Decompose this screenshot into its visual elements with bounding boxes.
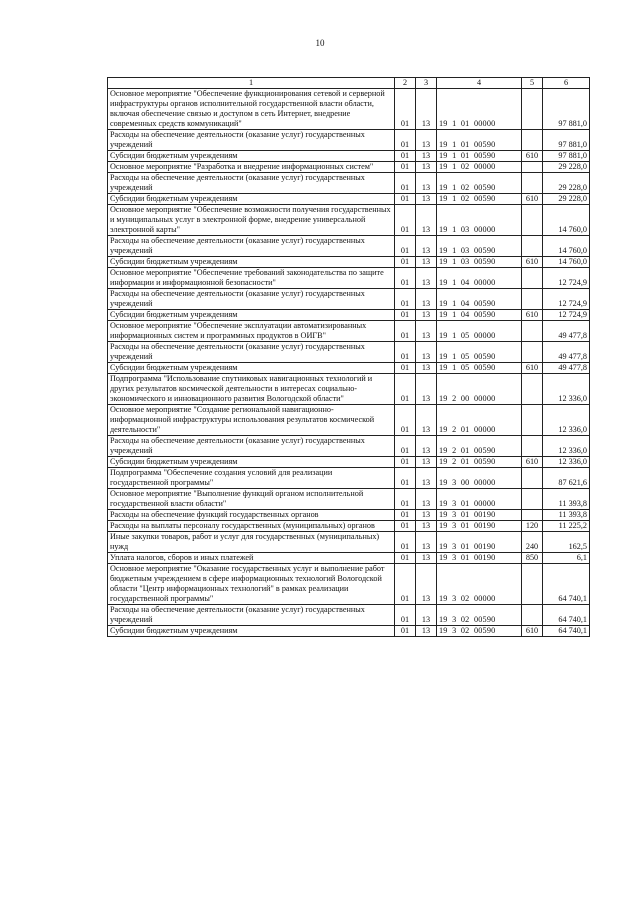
row-amount-cell: 12 336,0 bbox=[543, 405, 590, 436]
row-name-cell: Основное мероприятие "Обеспечение требований законодательства по защите информации и информационной безопасности" bbox=[108, 268, 395, 289]
row-section-cell: 01 bbox=[395, 468, 416, 489]
row-name-cell: Расходы на обеспечение деятельности (оказание услуг) государственных учреждений bbox=[108, 436, 395, 457]
table-row bbox=[108, 89, 590, 130]
row-subsection-cell: 13 bbox=[416, 510, 437, 521]
row-subsection-cell: 13 bbox=[416, 489, 437, 510]
row-name-cell: Иные закупки товаров, работ и услуг для государственных (муниципальных) нужд bbox=[108, 532, 395, 553]
row-section-cell: 01 bbox=[395, 151, 416, 162]
row-amount-cell: 97 881,0 bbox=[543, 151, 590, 162]
row-target-code-cell: 19 2 01 00590 bbox=[437, 457, 522, 468]
row-name-cell: Субсидии бюджетным учреждениям bbox=[108, 257, 395, 268]
row-subsection-cell: 13 bbox=[416, 553, 437, 564]
table-row bbox=[108, 489, 590, 510]
row-section-cell: 01 bbox=[395, 405, 416, 436]
row-amount-cell: 49 477,8 bbox=[543, 321, 590, 342]
row-name-cell: Субсидии бюджетным учреждениям bbox=[108, 194, 395, 205]
row-section-cell: 01 bbox=[395, 289, 416, 310]
row-section-cell: 01 bbox=[395, 457, 416, 468]
table-row bbox=[108, 268, 590, 289]
table-row bbox=[108, 173, 590, 194]
row-name-cell: Расходы на обеспечение деятельности (оказание услуг) государственных учреждений bbox=[108, 605, 395, 626]
row-amount-cell: 97 881,0 bbox=[543, 130, 590, 151]
row-subsection-cell: 13 bbox=[416, 162, 437, 173]
row-expense-type-cell: 610 bbox=[522, 310, 543, 321]
row-subsection-cell: 13 bbox=[416, 310, 437, 321]
row-section-cell: 01 bbox=[395, 130, 416, 151]
row-amount-cell: 6,1 bbox=[543, 553, 590, 564]
row-amount-cell: 12 724,9 bbox=[543, 289, 590, 310]
table-row bbox=[108, 374, 590, 405]
table-row bbox=[108, 532, 590, 553]
row-amount-cell: 14 760,0 bbox=[543, 236, 590, 257]
row-expense-type-cell bbox=[522, 510, 543, 521]
row-name-cell: Основное мероприятие "Обеспечение возможности получения государственных и муниципальных услуг в электронной форме, внедрение универсальной электронной карты" bbox=[108, 205, 395, 236]
row-expense-type-cell bbox=[522, 268, 543, 289]
row-name-cell: Расходы на обеспечение функций государственных органов bbox=[108, 510, 395, 521]
row-subsection-cell: 13 bbox=[416, 405, 437, 436]
row-section-cell: 01 bbox=[395, 626, 416, 637]
row-name-cell: Основное мероприятие "Оказание государственных услуг и выполнение работ бюджетным учреждением в сфере информационных технологий Вологодской области "Центр информационных технологий" в рамках реализации государственной программы" bbox=[108, 564, 395, 605]
row-name-cell: Уплата налогов, сборов и иных платежей bbox=[108, 553, 395, 564]
row-name-cell: Расходы на обеспечение деятельности (оказание услуг) государственных учреждений bbox=[108, 236, 395, 257]
row-target-code-cell: 19 3 00 00000 bbox=[437, 468, 522, 489]
row-name-cell: Основное мероприятие "Обеспечение эксплуатации автоматизированных информационных систем и программных продуктов в ОИГВ" bbox=[108, 321, 395, 342]
row-subsection-cell: 13 bbox=[416, 321, 437, 342]
row-section-cell: 01 bbox=[395, 363, 416, 374]
row-target-code-cell: 19 3 02 00590 bbox=[437, 605, 522, 626]
row-target-code-cell: 19 2 00 00000 bbox=[437, 374, 522, 405]
row-section-cell: 01 bbox=[395, 205, 416, 236]
row-subsection-cell: 13 bbox=[416, 626, 437, 637]
table-row bbox=[108, 342, 590, 363]
table-row bbox=[108, 162, 590, 173]
row-amount-cell: 162,5 bbox=[543, 532, 590, 553]
row-target-code-cell: 19 1 04 00000 bbox=[437, 268, 522, 289]
row-target-code-cell: 19 3 01 00190 bbox=[437, 553, 522, 564]
row-subsection-cell: 13 bbox=[416, 257, 437, 268]
row-section-cell: 01 bbox=[395, 521, 416, 532]
row-expense-type-cell: 610 bbox=[522, 457, 543, 468]
row-amount-cell: 12 336,0 bbox=[543, 457, 590, 468]
table-body bbox=[108, 78, 590, 637]
row-name-cell: Субсидии бюджетным учреждениям bbox=[108, 363, 395, 374]
row-subsection-cell: 13 bbox=[416, 289, 437, 310]
row-name-cell: Субсидии бюджетным учреждениям bbox=[108, 151, 395, 162]
table-row bbox=[108, 564, 590, 605]
row-subsection-cell: 13 bbox=[416, 532, 437, 553]
row-target-code-cell: 19 1 04 00590 bbox=[437, 310, 522, 321]
row-amount-cell: 14 760,0 bbox=[543, 257, 590, 268]
row-subsection-cell: 13 bbox=[416, 521, 437, 532]
header-cell-2: 2 bbox=[395, 78, 416, 89]
table-row bbox=[108, 405, 590, 436]
table-row bbox=[108, 605, 590, 626]
table-row bbox=[108, 310, 590, 321]
row-target-code-cell: 19 1 03 00590 bbox=[437, 236, 522, 257]
row-subsection-cell: 13 bbox=[416, 374, 437, 405]
row-expense-type-cell bbox=[522, 342, 543, 363]
table-row bbox=[108, 553, 590, 564]
table-row bbox=[108, 194, 590, 205]
table-row bbox=[108, 151, 590, 162]
table-row bbox=[108, 321, 590, 342]
row-target-code-cell: 19 1 02 00000 bbox=[437, 162, 522, 173]
row-expense-type-cell: 850 bbox=[522, 553, 543, 564]
row-section-cell: 01 bbox=[395, 89, 416, 130]
row-amount-cell: 12 724,9 bbox=[543, 268, 590, 289]
row-name-cell: Расходы на обеспечение деятельности (оказание услуг) государственных учреждений bbox=[108, 130, 395, 151]
row-name-cell: Расходы на выплаты персоналу государственных (муниципальных) органов bbox=[108, 521, 395, 532]
row-target-code-cell: 19 2 01 00590 bbox=[437, 436, 522, 457]
row-expense-type-cell bbox=[522, 605, 543, 626]
table-row bbox=[108, 236, 590, 257]
row-name-cell: Основное мероприятие "Разработка и внедрение информационных систем" bbox=[108, 162, 395, 173]
row-section-cell: 01 bbox=[395, 605, 416, 626]
table-row bbox=[108, 130, 590, 151]
row-amount-cell: 11 393,8 bbox=[543, 510, 590, 521]
row-amount-cell: 49 477,8 bbox=[543, 363, 590, 374]
row-target-code-cell: 19 3 01 00190 bbox=[437, 510, 522, 521]
table-row bbox=[108, 626, 590, 637]
row-target-code-cell: 19 3 02 00590 bbox=[437, 626, 522, 637]
row-expense-type-cell: 610 bbox=[522, 363, 543, 374]
row-subsection-cell: 13 bbox=[416, 436, 437, 457]
row-amount-cell: 49 477,8 bbox=[543, 342, 590, 363]
row-expense-type-cell: 610 bbox=[522, 194, 543, 205]
header-row bbox=[108, 78, 590, 89]
row-target-code-cell: 19 1 04 00590 bbox=[437, 289, 522, 310]
row-expense-type-cell bbox=[522, 205, 543, 236]
row-name-cell: Подпрограмма "Использование спутниковых навигационных технологий и других результатов космической деятельности в интересах социально-экономического и инновационного развития Вологодской области" bbox=[108, 374, 395, 405]
row-amount-cell: 87 621,6 bbox=[543, 468, 590, 489]
row-section-cell: 01 bbox=[395, 162, 416, 173]
row-amount-cell: 97 881,0 bbox=[543, 89, 590, 130]
row-expense-type-cell bbox=[522, 289, 543, 310]
budget-table bbox=[107, 77, 590, 637]
row-section-cell: 01 bbox=[395, 436, 416, 457]
row-subsection-cell: 13 bbox=[416, 605, 437, 626]
row-section-cell: 01 bbox=[395, 236, 416, 257]
row-expense-type-cell bbox=[522, 405, 543, 436]
row-target-code-cell: 19 1 01 00000 bbox=[437, 89, 522, 130]
row-target-code-cell: 19 1 05 00590 bbox=[437, 363, 522, 374]
table-row bbox=[108, 257, 590, 268]
row-amount-cell: 64 740,1 bbox=[543, 605, 590, 626]
row-name-cell: Расходы на обеспечение деятельности (оказание услуг) государственных учреждений bbox=[108, 289, 395, 310]
row-target-code-cell: 19 1 02 00590 bbox=[437, 173, 522, 194]
row-subsection-cell: 13 bbox=[416, 468, 437, 489]
row-amount-cell: 11 225,2 bbox=[543, 521, 590, 532]
row-expense-type-cell: 610 bbox=[522, 151, 543, 162]
row-expense-type-cell bbox=[522, 89, 543, 130]
row-subsection-cell: 13 bbox=[416, 205, 437, 236]
row-subsection-cell: 13 bbox=[416, 89, 437, 130]
row-expense-type-cell bbox=[522, 236, 543, 257]
row-subsection-cell: 13 bbox=[416, 151, 437, 162]
row-expense-type-cell bbox=[522, 162, 543, 173]
row-section-cell: 01 bbox=[395, 489, 416, 510]
row-target-code-cell: 19 3 02 00000 bbox=[437, 564, 522, 605]
row-amount-cell: 12 336,0 bbox=[543, 436, 590, 457]
row-subsection-cell: 13 bbox=[416, 564, 437, 605]
row-expense-type-cell: 610 bbox=[522, 626, 543, 637]
row-name-cell: Подпрограмма "Обеспечение создания условий для реализации государственной программы" bbox=[108, 468, 395, 489]
header-cell-1: 1 bbox=[108, 78, 395, 89]
row-expense-type-cell: 610 bbox=[522, 257, 543, 268]
table-row bbox=[108, 468, 590, 489]
row-target-code-cell: 19 3 01 00000 bbox=[437, 489, 522, 510]
row-subsection-cell: 13 bbox=[416, 173, 437, 194]
row-target-code-cell: 19 1 03 00000 bbox=[437, 205, 522, 236]
row-target-code-cell: 19 1 01 00590 bbox=[437, 130, 522, 151]
row-expense-type-cell bbox=[522, 436, 543, 457]
row-name-cell: Субсидии бюджетным учреждениям bbox=[108, 457, 395, 468]
row-target-code-cell: 19 1 01 00590 bbox=[437, 151, 522, 162]
row-name-cell: Субсидии бюджетным учреждениям bbox=[108, 626, 395, 637]
row-section-cell: 01 bbox=[395, 532, 416, 553]
row-name-cell: Расходы на обеспечение деятельности (оказание услуг) государственных учреждений bbox=[108, 342, 395, 363]
row-amount-cell: 12 336,0 bbox=[543, 374, 590, 405]
table-row bbox=[108, 289, 590, 310]
row-amount-cell: 29 228,0 bbox=[543, 173, 590, 194]
row-amount-cell: 11 393,8 bbox=[543, 489, 590, 510]
row-target-code-cell: 19 1 03 00590 bbox=[437, 257, 522, 268]
row-section-cell: 01 bbox=[395, 553, 416, 564]
row-subsection-cell: 13 bbox=[416, 194, 437, 205]
row-subsection-cell: 13 bbox=[416, 457, 437, 468]
row-section-cell: 01 bbox=[395, 510, 416, 521]
row-section-cell: 01 bbox=[395, 257, 416, 268]
header-cell-6: 6 bbox=[543, 78, 590, 89]
table-row bbox=[108, 436, 590, 457]
row-section-cell: 01 bbox=[395, 564, 416, 605]
row-target-code-cell: 19 3 01 00190 bbox=[437, 521, 522, 532]
row-section-cell: 01 bbox=[395, 374, 416, 405]
row-expense-type-cell bbox=[522, 130, 543, 151]
row-target-code-cell: 19 1 05 00000 bbox=[437, 321, 522, 342]
table-row bbox=[108, 457, 590, 468]
row-amount-cell: 64 740,1 bbox=[543, 626, 590, 637]
row-amount-cell: 29 228,0 bbox=[543, 162, 590, 173]
row-expense-type-cell: 240 bbox=[522, 532, 543, 553]
table-row bbox=[108, 521, 590, 532]
row-expense-type-cell bbox=[522, 468, 543, 489]
row-name-cell: Основное мероприятие "Создание региональной навигационно-информационной инфраструктуры использования результатов космической деятельности" bbox=[108, 405, 395, 436]
header-cell-5: 5 bbox=[522, 78, 543, 89]
table-row bbox=[108, 510, 590, 521]
row-subsection-cell: 13 bbox=[416, 268, 437, 289]
row-amount-cell: 14 760,0 bbox=[543, 205, 590, 236]
table-row bbox=[108, 205, 590, 236]
row-amount-cell: 29 228,0 bbox=[543, 194, 590, 205]
row-subsection-cell: 13 bbox=[416, 130, 437, 151]
row-section-cell: 01 bbox=[395, 321, 416, 342]
row-name-cell: Расходы на обеспечение деятельности (оказание услуг) государственных учреждений bbox=[108, 173, 395, 194]
row-section-cell: 01 bbox=[395, 310, 416, 321]
row-subsection-cell: 13 bbox=[416, 236, 437, 257]
row-target-code-cell: 19 1 02 00590 bbox=[437, 194, 522, 205]
row-expense-type-cell bbox=[522, 374, 543, 405]
row-subsection-cell: 13 bbox=[416, 342, 437, 363]
row-expense-type-cell bbox=[522, 564, 543, 605]
row-target-code-cell: 19 1 05 00590 bbox=[437, 342, 522, 363]
row-expense-type-cell bbox=[522, 173, 543, 194]
row-name-cell: Субсидии бюджетным учреждениям bbox=[108, 310, 395, 321]
row-expense-type-cell bbox=[522, 489, 543, 510]
row-name-cell: Основное мероприятие "Выполнение функций органом исполнительной государственной власти области" bbox=[108, 489, 395, 510]
row-expense-type-cell bbox=[522, 321, 543, 342]
row-target-code-cell: 19 3 01 00190 bbox=[437, 532, 522, 553]
header-cell-3: 3 bbox=[416, 78, 437, 89]
row-section-cell: 01 bbox=[395, 194, 416, 205]
row-target-code-cell: 19 2 01 00000 bbox=[437, 405, 522, 436]
row-section-cell: 01 bbox=[395, 268, 416, 289]
table-row bbox=[108, 363, 590, 374]
page-number: 10 bbox=[315, 38, 325, 48]
row-section-cell: 01 bbox=[395, 173, 416, 194]
header-cell-4: 4 bbox=[437, 78, 522, 89]
row-amount-cell: 64 740,1 bbox=[543, 564, 590, 605]
row-section-cell: 01 bbox=[395, 342, 416, 363]
row-amount-cell: 12 724,9 bbox=[543, 310, 590, 321]
row-expense-type-cell: 120 bbox=[522, 521, 543, 532]
row-name-cell: Основное мероприятие "Обеспечение функционирования сетевой и серверной инфраструктуры органов исполнительной государственной власти области, включая обеспечение связью и доступом в сеть Интернет, внедрение современных средств коммуникаций" bbox=[108, 89, 395, 130]
row-subsection-cell: 13 bbox=[416, 363, 437, 374]
